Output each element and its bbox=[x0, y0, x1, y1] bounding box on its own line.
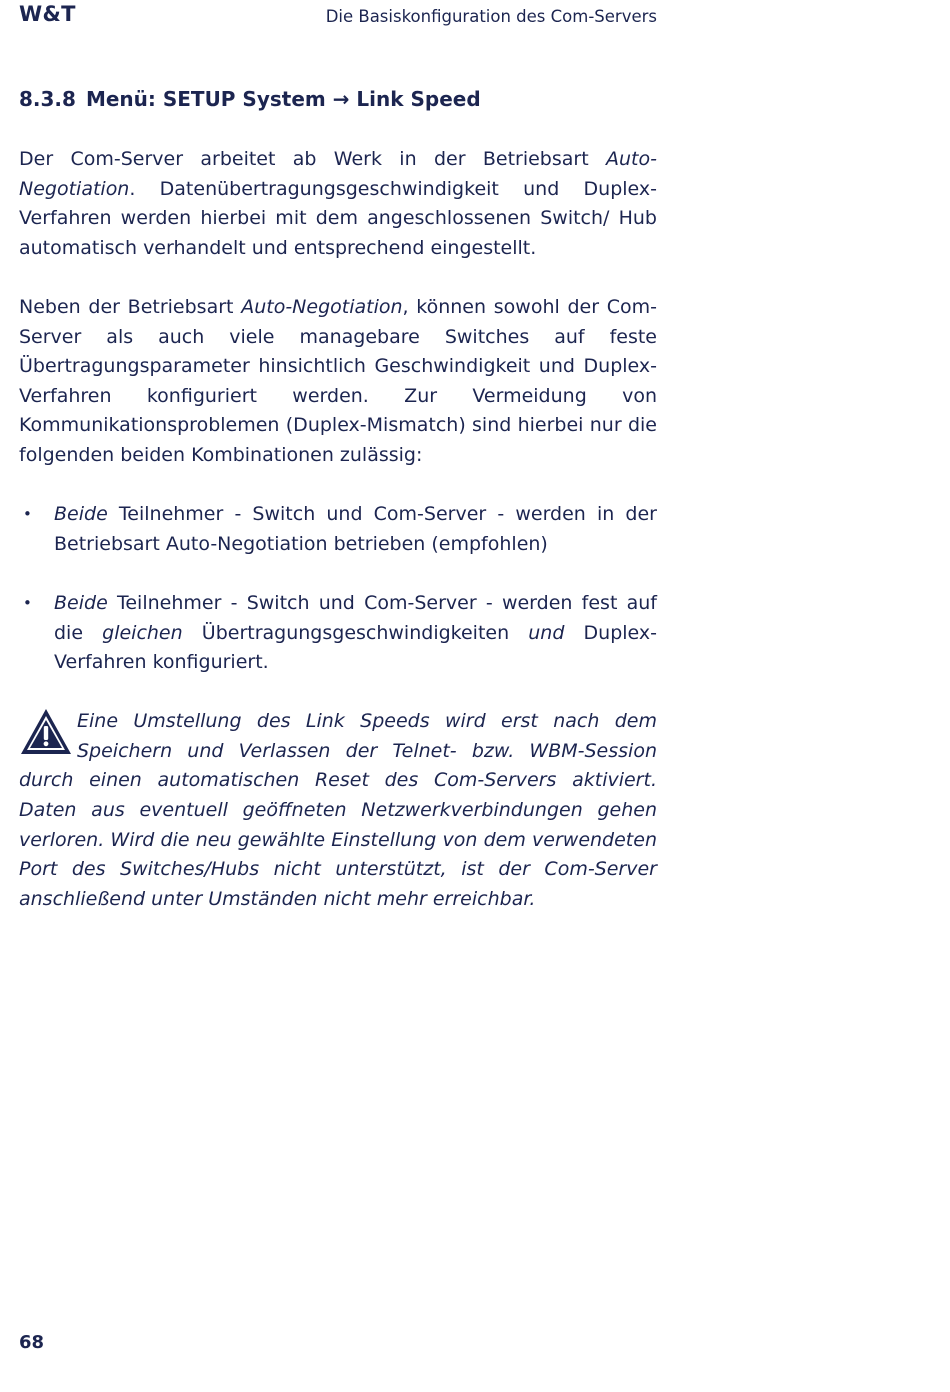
section-number: 8.3.8 bbox=[19, 87, 76, 111]
paragraph-fixed-parameters bbox=[19, 293, 657, 471]
bullet-symbol: • bbox=[23, 505, 32, 524]
emphasis-term: Auto-Negotiation bbox=[19, 148, 657, 200]
list-item bbox=[19, 589, 657, 678]
list-item-text: Teilnehmer - Switch und Com-Server - werden in der Betriebsart Auto-Negotiation betrieben (empfohlen) bbox=[54, 503, 657, 555]
list-item-text: Duplex-Verfahren konfiguriert. bbox=[54, 621, 657, 674]
warning-triangle-icon bbox=[19, 707, 73, 757]
emphasis-term: Auto-Negotiation bbox=[241, 295, 403, 318]
warning-note bbox=[19, 707, 657, 914]
emphasis-term: und bbox=[528, 621, 565, 644]
emphasis-term: Beide bbox=[54, 503, 108, 526]
list-item bbox=[19, 500, 657, 559]
paragraph-text: Neben der Betriebsart bbox=[19, 295, 242, 318]
page-number: 68 bbox=[19, 1332, 45, 1353]
list-item-text: Übertragungsgeschwindigkeiten bbox=[182, 621, 529, 644]
paragraph-auto-negotiation bbox=[19, 145, 657, 263]
main-content bbox=[19, 145, 657, 914]
emphasis-term: gleichen bbox=[102, 621, 183, 644]
bullet-symbol: • bbox=[23, 593, 32, 612]
running-header-title: Die Basiskonfiguration des Com-Servers bbox=[325, 7, 657, 26]
paragraph-text: , können sowohl der Com-Server als auch viele managebare Switches auf feste Übertragungsparameter hinsichtlich Geschwindigkeit und Duplex-Verfahren konfiguriert werden. Zur Vermeidung von Kommunikationsproblemen (Duplex-Mismatch) sind hierbei nur die folgenden beiden Kombinationen zulässig: bbox=[19, 295, 657, 466]
emphasis-term: Beide bbox=[54, 591, 108, 614]
list-item-text: Teilnehmer - Switch und Com-Server - werden fest auf die bbox=[54, 591, 657, 644]
paragraph-text: . Datenübertragungsgeschwindigkeit und Duplex-Verfahren werden hierbei mit dem angeschlossenen Switch/ Hub automatisch verhandelt und entsprechend eingestellt. bbox=[19, 177, 657, 259]
brand-logo-text: W&T bbox=[19, 2, 76, 26]
section-heading bbox=[19, 87, 481, 111]
warning-text: Eine Umstellung des Link Speeds wird erst nach dem Speichern und Verlassen der Telnet- bzw. WBM-Session durch einen automatischen Reset des Com-Servers aktiviert. Daten aus eventuell geöffneten Netzwerkverbindungen gehen verloren. Wird die neu gewählte Einstellung von dem verwendeten Port des Switches/Hubs nicht unterstützt, ist der Com-Server anschließend unter Umständen nicht mehr erreichbar. bbox=[19, 710, 657, 910]
combination-list bbox=[19, 500, 657, 678]
section-title: Menü: SETUP System → Link Speed bbox=[85, 87, 481, 111]
paragraph-text: Der Com-Server arbeitet ab Werk in der Betriebsart bbox=[19, 148, 607, 170]
